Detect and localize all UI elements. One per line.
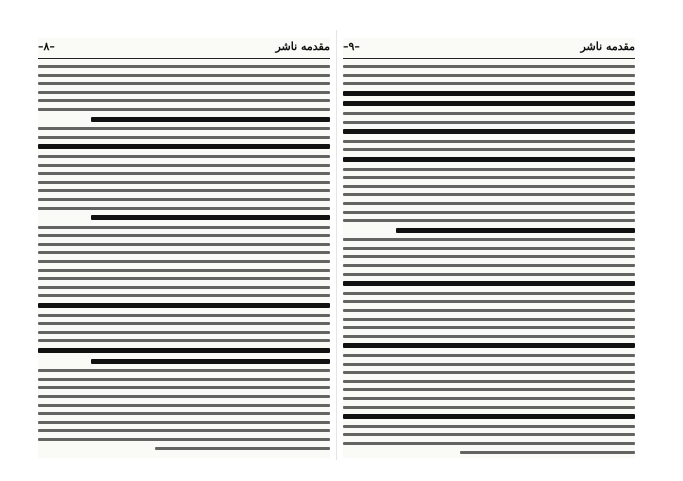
- text-line: [343, 335, 635, 338]
- text-line: [38, 74, 330, 77]
- text-line: [343, 202, 635, 205]
- right-page: [343, 38, 635, 458]
- text-line: [343, 433, 635, 436]
- text-line: [343, 300, 635, 303]
- text-line: [343, 238, 635, 241]
- text-line: [343, 168, 635, 171]
- text-line: [38, 144, 330, 149]
- text-line: [38, 65, 330, 68]
- text-line: [343, 388, 635, 391]
- text-line: [38, 277, 330, 280]
- right-page-number: –۹–: [343, 40, 360, 53]
- text-line: [38, 181, 330, 184]
- text-line: [343, 371, 635, 374]
- text-line: [38, 378, 330, 381]
- text-line: [38, 189, 330, 192]
- text-line: [38, 429, 330, 432]
- text-line: [343, 414, 635, 419]
- text-line: [343, 129, 635, 134]
- text-line: [343, 397, 635, 400]
- left-page-title: مقدمه ناشر: [275, 40, 330, 53]
- text-line: [38, 294, 330, 297]
- text-line: [343, 309, 635, 312]
- text-line: [38, 136, 330, 139]
- text-line: [38, 412, 330, 415]
- text-line: [343, 74, 635, 77]
- left-page: [38, 38, 330, 458]
- text-line: [38, 260, 330, 263]
- text-line: [38, 269, 330, 272]
- text-line: [460, 451, 635, 454]
- text-line: [38, 108, 330, 111]
- text-line: [38, 172, 330, 175]
- text-line: [343, 425, 635, 428]
- text-line: [343, 219, 635, 222]
- text-line: [343, 65, 635, 68]
- text-line: [343, 442, 635, 445]
- text-line: [343, 148, 635, 151]
- text-line: [343, 354, 635, 357]
- text-line: [343, 140, 635, 143]
- left-page-body: [38, 65, 330, 450]
- text-line: [343, 91, 635, 96]
- right-page-header: [343, 38, 635, 58]
- text-line: [38, 243, 330, 246]
- left-page-header: [38, 38, 330, 58]
- text-line: [38, 91, 330, 94]
- text-line: [343, 101, 635, 106]
- text-line: [343, 185, 635, 188]
- text-line: [38, 127, 330, 130]
- text-line: [343, 247, 635, 250]
- right-header-rule: [343, 58, 635, 59]
- text-line: [38, 438, 330, 441]
- text-line: [343, 380, 635, 383]
- left-header-rule: [38, 58, 330, 59]
- text-line: [343, 157, 635, 162]
- text-line: [343, 255, 635, 258]
- text-line: [38, 164, 330, 167]
- text-line: [343, 273, 635, 276]
- book-gutter: [336, 30, 337, 460]
- text-line: [38, 207, 330, 210]
- right-page-body: [343, 65, 635, 454]
- text-line: [38, 303, 330, 308]
- text-line: [38, 404, 330, 407]
- text-line: [343, 176, 635, 179]
- text-line: [38, 99, 330, 102]
- text-line: [38, 369, 330, 372]
- text-line: [343, 193, 635, 196]
- text-line: [38, 386, 330, 389]
- text-line: [155, 447, 330, 450]
- text-line: [343, 326, 635, 329]
- text-line: [343, 211, 635, 214]
- left-page-number: –۸–: [38, 40, 55, 53]
- text-line: [343, 292, 635, 295]
- text-line: [343, 406, 635, 409]
- text-line: [38, 322, 330, 325]
- text-line: [38, 314, 330, 317]
- text-line: [343, 318, 635, 321]
- text-line: [38, 331, 330, 334]
- text-line: [38, 82, 330, 85]
- text-line: [343, 281, 635, 286]
- text-line: [343, 264, 635, 267]
- text-line: [38, 251, 330, 254]
- text-line: [396, 228, 635, 233]
- right-page-title: مقدمه ناشر: [580, 40, 635, 53]
- text-line: [343, 363, 635, 366]
- text-line: [38, 395, 330, 398]
- text-line: [91, 117, 330, 122]
- text-line: [38, 234, 330, 237]
- text-line: [343, 112, 635, 115]
- text-line: [38, 198, 330, 201]
- text-line: [91, 359, 330, 364]
- text-line: [38, 339, 330, 342]
- text-line: [38, 286, 330, 289]
- text-line: [343, 82, 635, 85]
- text-line: [38, 226, 330, 229]
- text-line: [343, 121, 635, 124]
- text-line: [38, 348, 330, 353]
- text-line: [343, 343, 635, 348]
- text-line: [91, 215, 330, 220]
- text-line: [38, 155, 330, 158]
- text-line: [38, 421, 330, 424]
